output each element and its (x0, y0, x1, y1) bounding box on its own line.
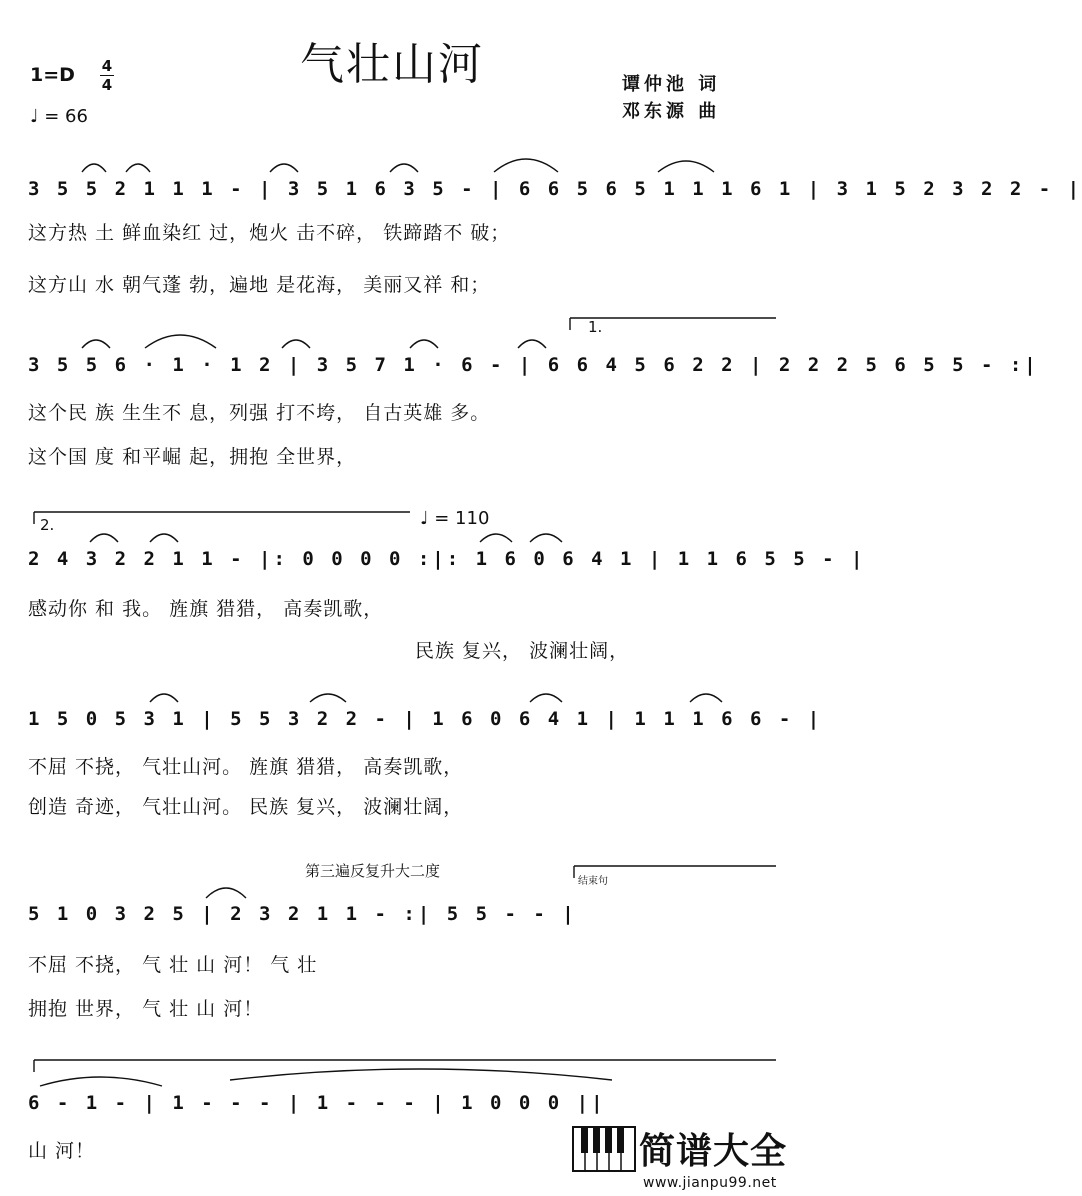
system-5-notes: 5 1 0 3 2 5 | 2 3 2 1 1 - :| 5 5 - - | (28, 903, 577, 925)
system-6-lyrics-1: 山 河！ (28, 1140, 96, 1162)
system-4-notes: 1 5 0 5 3 1 | 5 5 3 2 2 - | 1 6 0 6 4 1 | 1 1 1 6 6 - | (28, 708, 823, 730)
system-2-lyrics-2: 这个国 度 和平崛 起，拥抱 全世界， (28, 446, 357, 468)
logo-url: www.jianpu99.net (643, 1175, 777, 1191)
system-2-notes: 3 5 5 6 · 1 · 1 2 | 3 5 7 1 · 6 - | 6 6 4 5 6 2 2 | 2 2 2 5 6 5 5 - :| (28, 354, 1039, 376)
composer-credit: 邓东源 曲 (622, 101, 721, 122)
volta-2-label: 2. (40, 516, 55, 534)
system-4-lyrics-2: 创造 奇迹， 气壮山河。 民族 复兴， 波澜壮阔， (28, 796, 464, 818)
system-5-lyrics-2: 拥抱 世界， 气 壮 山 河！ (28, 998, 264, 1020)
system-1-lyrics-1: 这方热 土 鲜血染红 过，炮火 击不碎， 铁蹄踏不 破； (28, 222, 511, 244)
system-5-lyrics-1: 不屈 不挠， 气 壮 山 河！ 气 壮 (28, 954, 318, 976)
jianpu-logo (573, 1125, 795, 1195)
system-2-lyrics-1: 这个民 族 生生不 息，列强 打不垮， 自古英雄 多。 (28, 402, 491, 424)
quarter-note-icon: ♩ (420, 508, 429, 529)
system-3-lyrics-2: 民族 复兴， 波澜壮阔， (415, 640, 630, 662)
repeat-annotation: 第三遍反复升大二度 (305, 862, 441, 880)
system-3-lyrics-1: 感动你 和 我。 旌旗 猎猎， 高奏凯歌， (28, 598, 384, 620)
system-3-notes: 2 4 3 2 2 1 1 - |: 0 0 0 0 :|: 1 6 0 6 4 1 | 1 1 6 5 5 - | (28, 548, 866, 570)
system-1-lyrics-2: 这方山 水 朝气蓬 勃，遍地 是花海， 美丽又祥 和； (28, 274, 491, 296)
key-signature: 1=D (30, 64, 75, 86)
system-4-lyrics-1: 不屈 不挠， 气壮山河。 旌旗 猎猎， 高奏凯歌， (28, 756, 464, 778)
system-1-notes: 3 5 5 2 1 1 1 - | 3 5 1 6 3 5 - | 6 6 5 6 5 1 1 1 6 1 | 3 1 5 2 3 2 2 - | (28, 178, 1082, 200)
piano-keys-icon (573, 1127, 635, 1171)
time-signature-top: 4 (101, 57, 113, 75)
quarter-note-icon: ♩ (30, 106, 39, 127)
system-6-notes: 6 - 1 - | 1 - - - | 1 - - - | 1 0 0 0 || (28, 1092, 606, 1114)
coda-label: 结束句 (578, 876, 608, 887)
tempo-change: ♩ = 110 (420, 508, 490, 529)
song-title: 气壮山河 (300, 39, 484, 90)
volta-1-label: 1. (588, 318, 603, 336)
logo-text: 简谱大全 (639, 1131, 788, 1172)
lyricist-credit: 谭仲池 词 (622, 74, 721, 95)
tempo-initial: ♩ = 66 (30, 106, 88, 127)
time-signature-bottom: 4 (101, 76, 113, 94)
